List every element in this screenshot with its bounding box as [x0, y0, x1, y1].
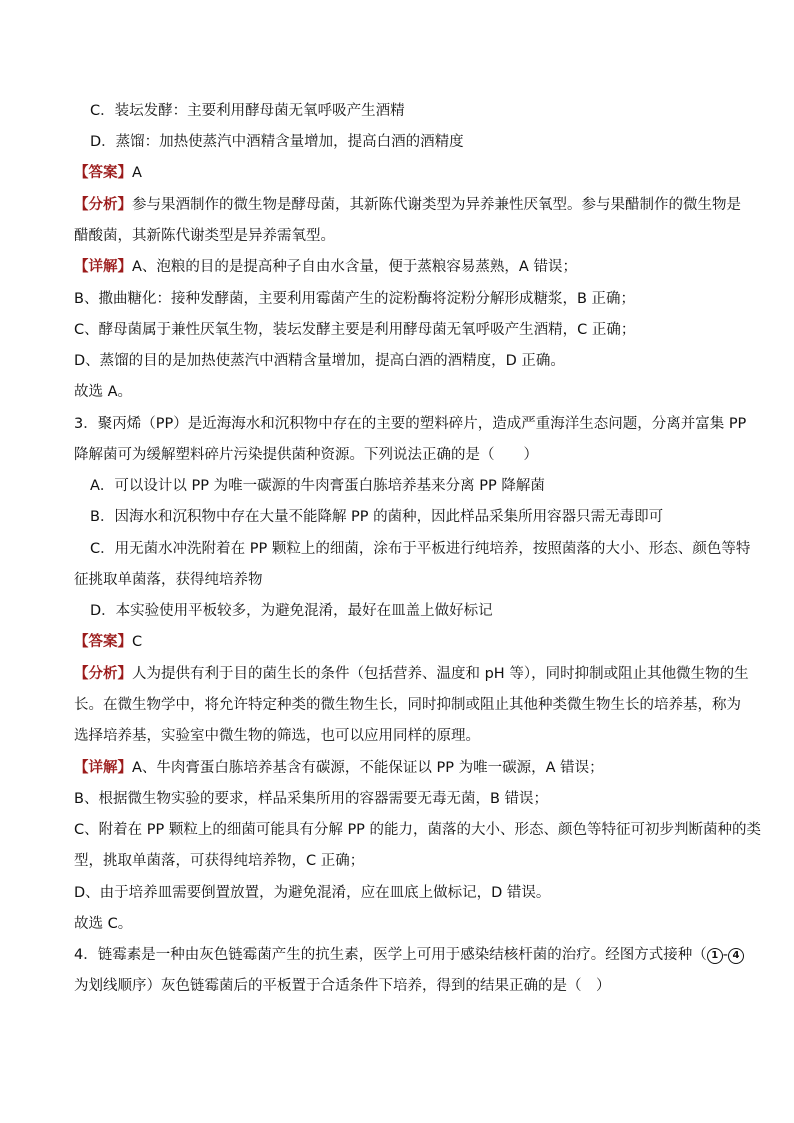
- answer-label: 【答案】: [74, 165, 132, 181]
- q2-detail-a: [74, 257, 577, 277]
- q3-analysis-text-1: 人为提供有利于目的菌生长的条件（包括营养、温度和 pH 等），同时抑制或阻止其他微生物的生: [132, 666, 749, 682]
- q3-stem-line-1: 3．聚丙烯（PP）是近海海水和沉积物中存在的主要的塑料碎片，造成严重海洋生态问题，分离并富集 PP: [74, 416, 747, 432]
- q3-conclusion: 故选 C。: [74, 916, 133, 932]
- q3-option-c-line-2: 征挑取单菌落，获得纯培养物: [74, 572, 263, 588]
- q3-option-c-line-1: C．用无菌水冲洗附着在 PP 颗粒上的细菌，涂布于平板进行纯培养，按照菌落的大小、形态、颜色等特: [90, 541, 751, 557]
- q3-option-a: A．可以设计以 PP 为唯一碳源的牛肉膏蛋白胨培养基来分离 PP 降解菌: [90, 478, 545, 494]
- q2-conclusion: 故选 A。: [74, 384, 133, 400]
- circled-1-icon: 1: [707, 948, 723, 964]
- q2-analysis-text-1: 参与果酒制作的微生物是酵母菌，其新陈代谢类型为异养兼性厌氧型。参与果醋制作的微生物是: [132, 197, 741, 213]
- q3-analysis-line-3: 选择培养基，实验室中微生物的筛选，也可以应用同样的原理。: [74, 728, 480, 744]
- q3-detail-a-text: A、牛肉膏蛋白胨培养基含有碳源，不能保证以 PP 为唯一碳源，A 错误；: [132, 760, 604, 776]
- q2-detail-d: D、蒸馏的目的是加热使蒸汽中酒精含量增加，提高白酒的酒精度，D 正确。: [74, 353, 565, 369]
- detail-label: 【详解】: [74, 259, 132, 275]
- q2-answer-value: A: [132, 165, 142, 181]
- q3-option-b: B．因海水和沉积物中存在大量不能降解 PP 的菌种，因此样品采集所用容器只需无毒即可: [90, 509, 664, 525]
- q3-analysis-line-1: [74, 664, 749, 684]
- q2-detail-c: C、酵母菌属于兼性厌氧生物，装坛发酵主要是利用酵母菌无氧呼吸产生酒精，C 正确；: [74, 322, 636, 338]
- q3-detail-c-line-1: C、附着在 PP 颗粒上的细菌可能具有分解 PP 的能力，菌落的大小、形态、颜色等特征可初步判断菌种的类: [74, 822, 762, 838]
- q3-detail-a: [74, 758, 604, 778]
- q2-option-c: C．装坛发酵：主要利用酵母菌无氧呼吸产生酒精: [90, 103, 405, 119]
- q2-detail-b: B、撒曲糖化：接种发酵菌，主要利用霉菌产生的淀粉酶将淀粉分解形成糖浆，B 正确；: [74, 291, 636, 307]
- q2-option-d: D．蒸馏：加热使蒸汽中酒精含量增加，提高白酒的酒精度: [90, 134, 464, 150]
- detail-label: 【详解】: [74, 760, 132, 776]
- q3-option-d: D．本实验使用平板较多，为避免混淆，最好在皿盖上做好标记: [90, 603, 493, 619]
- q4-dash: -: [722, 947, 728, 963]
- q3-stem-line-2: 降解菌可为缓解塑料碎片污染提供菌种资源。下列说法正确的是（ ）: [74, 447, 538, 463]
- q2-answer: [74, 163, 142, 183]
- q2-detail-a-text: A、泡粮的目的是提高种子自由水含量，便于蒸粮容易蒸熟，A 错误；: [132, 259, 577, 275]
- q2-analysis-line-1: [74, 195, 741, 215]
- q3-answer: [74, 632, 142, 652]
- q4-stem-line-2: 为划线顺序）灰色链霉菌后的平板置于合适条件下培养，得到的结果正确的是（ ）: [74, 978, 611, 994]
- q2-analysis-line-2: 醋酸菌，其新陈代谢类型是异养需氧型。: [74, 228, 335, 244]
- q4-stem-text-1: 4．链霉素是一种由灰色链霉菌产生的抗生素，医学上可用于感染结核杆菌的治疗。经图方式接种（: [74, 947, 707, 963]
- q4-stem-line-1: [74, 945, 744, 965]
- q3-detail-b: B、根据微生物实验的要求，样品采集所用的容器需要无毒无菌，B 错误；: [74, 791, 549, 807]
- analysis-label: 【分析】: [74, 197, 132, 213]
- q3-detail-d: D、由于培养皿需要倒置放置，为避免混淆，应在皿底上做标记，D 错误。: [74, 885, 551, 901]
- answer-label: 【答案】: [74, 634, 132, 650]
- q3-analysis-line-2: 长。在微生物学中，将允许特定种类的微生物生长，同时抑制或阻止其他种类微生物生长的培养基，称为: [74, 697, 741, 713]
- q3-answer-value: C: [132, 634, 143, 650]
- q3-detail-c-line-2: 型，挑取单菌落，可获得纯培养物，C 正确；: [74, 853, 365, 869]
- circled-4-icon: 4: [728, 948, 744, 964]
- analysis-label: 【分析】: [74, 666, 132, 682]
